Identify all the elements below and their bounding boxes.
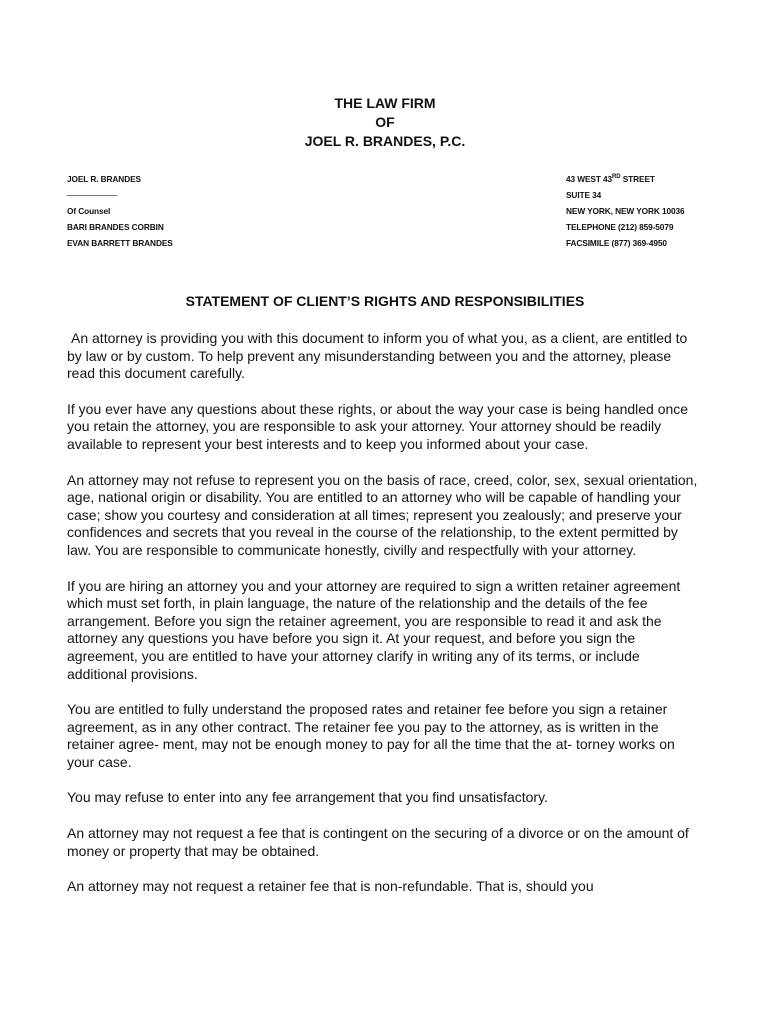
document-heading: STATEMENT OF CLIENT’S RIGHTS AND RESPONSIBILITIES <box>185 293 585 309</box>
street-number: 43 WEST 43 <box>566 174 613 184</box>
of-counsel-label: Of Counsel <box>67 206 111 216</box>
body-paragraph: You are entitled to fully understand the proposed rates and retainer fee before you sign a retainer agreement, as in any other contract. The retainer fee you pay to the attorney, as is written in the retainer agree- ment, may not be enough money to pay for all the time that the at- torney works on your case. <box>67 701 675 770</box>
body-paragraph: You may refuse to enter into any fee arrangement that you find unsatisfactory. <box>67 789 548 806</box>
firm-name-line-2: OF <box>375 114 395 130</box>
counsel-name-2: EVAN BARRETT BRANDES <box>67 238 173 248</box>
city-state-zip: NEW YORK, NEW YORK 10036 <box>566 206 685 216</box>
street-address <box>566 171 685 187</box>
street-name: STREET <box>620 174 655 184</box>
body-paragraph: If you are hiring an attorney you and your attorney are required to sign a written retainer agreement which must set forth, in plain language, the nature of the relationship and the details of the fee arrangement. Before you sign the retainer agreement, you are responsible to read it and ask the attorney any questions you have before you sign it. At your request, and before you sign the agreement, you are entitled to have your attorney clarify in writing any of its terms, or include additional provisions. <box>67 577 681 682</box>
document-body <box>67 330 703 914</box>
letterhead-address <box>566 171 685 251</box>
body-paragraph: If you ever have any questions about these rights, or about the way your case is being handled once you retain the attorney, you are responsible to ask your attorney. Your attorney should be readily available to represent your best interests and to keep you informed about your case. <box>67 400 689 452</box>
body-paragraph: An attorney may not refuse to represent you on the basis of race, creed, color, sex, sexual orientation, age, national origin or disability. You are entitled to an attorney who will be capable of handling your case; show you courtesy and consideration at all times; represent you zealously; and preserve your confidences and secrets that you reveal in the course of the relationship, to the extent permitted by law. You are responsible to communicate honestly, civilly and respectfully with your attorney. <box>67 471 698 558</box>
telephone-number: TELEPHONE (212) 859-5079 <box>566 222 674 232</box>
firm-name-heading <box>0 94 770 151</box>
body-paragraph: An attorney may not request a fee that is contingent on the securing of a divorce or on the amount of money or property that may be obtained. <box>67 825 689 859</box>
principal-attorney: JOEL R. BRANDES <box>67 174 141 184</box>
facsimile-number: FACSIMILE (877) 369-4950 <box>566 238 667 248</box>
body-paragraph: An attorney is providing you with this document to inform you of what you, as a client, are entitled to by law or by custom. To help prevent any misunderstanding between you and the attorney, please read this document carefully. <box>67 330 688 382</box>
letterhead-attorneys <box>67 171 173 251</box>
counsel-name-1: BARI BRANDES CORBIN <box>67 222 164 232</box>
suite-number: SUITE 34 <box>566 190 602 200</box>
firm-name-line-3: JOEL R. BRANDES, P.C. <box>304 133 466 149</box>
body-paragraph: An attorney may not request a retainer fee that is non-refundable. That is, should you <box>67 878 594 895</box>
letterhead-divider <box>67 195 117 196</box>
street-ordinal: RD <box>612 174 621 180</box>
firm-name-line-1: THE LAW FIRM <box>334 95 436 111</box>
